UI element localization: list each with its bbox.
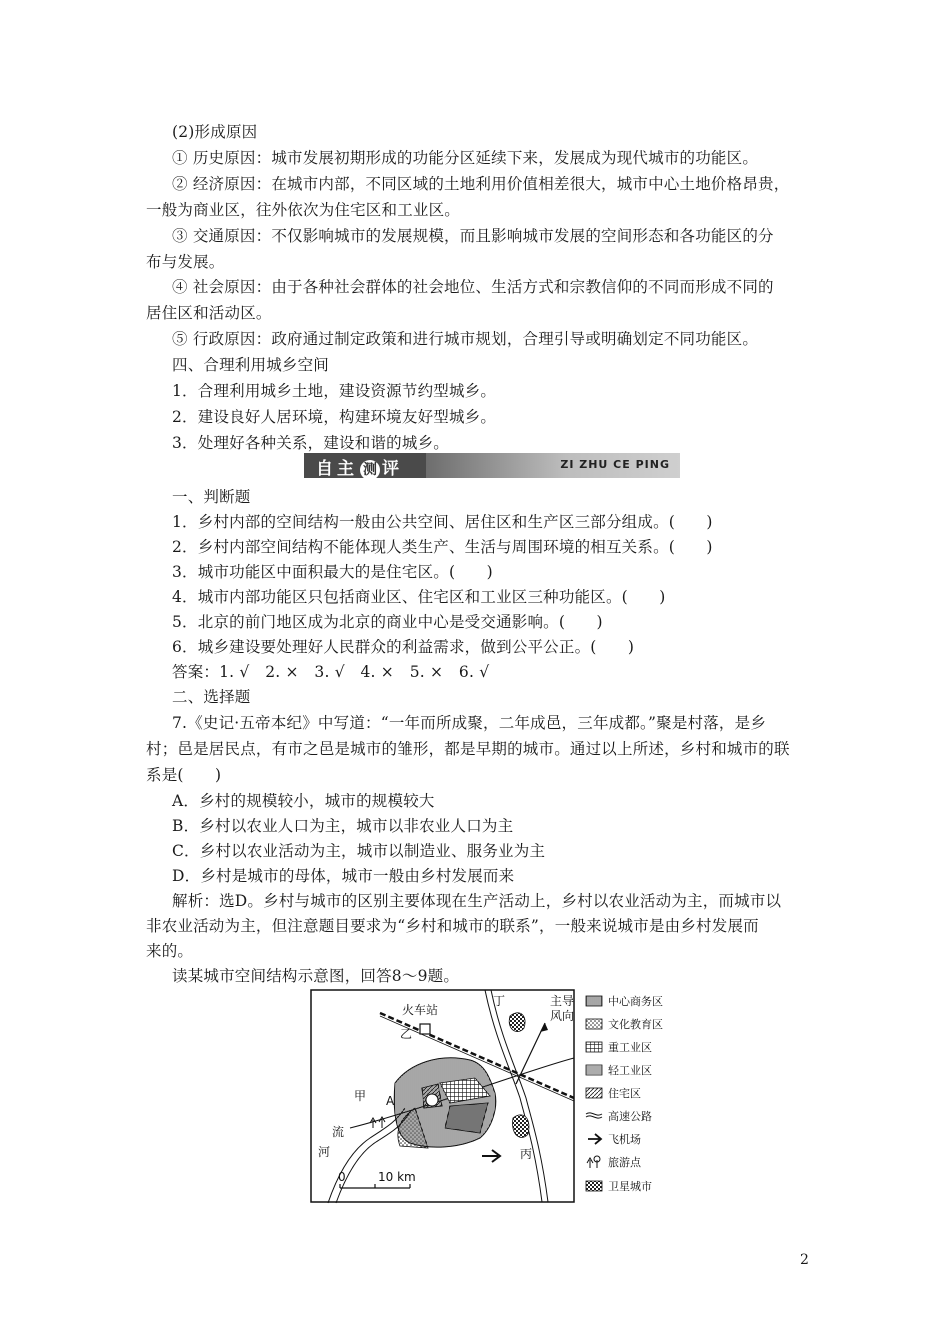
option-d: D．乡村是城市的母体，城市一般由乡村发展而来 — [172, 867, 515, 885]
map-legend — [586, 994, 663, 1193]
question-item: 6．城乡建设要处理好人民群众的利益需求，做到公平公正。( ) — [172, 638, 635, 656]
banner-pinyin: ZI ZHU CE PING — [560, 458, 670, 471]
page-number: 2 — [800, 1252, 809, 1268]
legend-tourist: 旅游点 — [608, 1156, 641, 1169]
label-station: 火车站 — [402, 1003, 439, 1017]
city-structure-map — [310, 988, 696, 1204]
paragraph-social-reason-cont: 居住区和活动区。 — [146, 304, 272, 322]
paragraph-history-reason: ① 历史原因：城市发展初期形成的功能分区延续下来，发展成为现代城市的功能区。 — [172, 149, 759, 167]
read-instruction: 读某城市空间结构示意图，回答8～9题。 — [172, 967, 460, 985]
label-bing: 丙 — [520, 1147, 533, 1161]
legend-light-industry: 轻工业区 — [608, 1064, 652, 1077]
heading-choice: 二、选择题 — [172, 688, 251, 706]
paragraph-traffic-reason: ③ 交通原因：不仅影响城市的发展规模，而且影响城市发展的空间形态和各功能区的分 — [172, 227, 774, 245]
question-7: 7.《史记·五帝本纪》中写道：“一年而所成聚，二年成邑，三年成都。”聚是村落，是乡 — [172, 714, 767, 732]
answer-line: 答案：1. √ 2. × 3. √ 4. × 5. × 6. √ — [172, 663, 490, 681]
explanation-cont: 非农业活动为主，但注意题目要求为“乡村和城市的联系”，一般来说城市是由乡村发展而 — [146, 917, 759, 935]
explanation-cont: 来的。 — [146, 942, 194, 960]
label-scale-10: 10 km — [378, 1170, 416, 1184]
list-item: 2．建设良好人居环境，构建环境友好型城乡。 — [172, 408, 497, 426]
paragraph-traffic-reason-cont: 布与发展。 — [146, 253, 225, 271]
airplane-icon — [588, 1134, 601, 1144]
heading-section-four: 四、合理利用城乡空间 — [172, 356, 330, 374]
paragraph-admin-reason: ⑤ 行政原因：政府通过制定政策和进行城市规划，合理引导或明确划定不同功能区。 — [172, 330, 759, 348]
banner-title-circle: 测 — [360, 460, 380, 480]
paragraph-economic-reason-cont: 一般为商业区，往外依次为住宅区和工业区。 — [146, 201, 461, 219]
label-yi: 乙 — [400, 1027, 413, 1041]
list-item: 1．合理利用城乡土地，建设资源节约型城乡。 — [172, 382, 497, 400]
legend-education: 文化教育区 — [608, 1018, 663, 1031]
question-7-cont: 系是( ) — [146, 766, 222, 784]
question-7-cont: 村；邑是居民点，有市之邑是城市的雏形，都是早期的城市。通过以上所述，乡村和城市的联 — [146, 740, 790, 758]
subheading-formation-reasons: (2)形成原因 — [172, 123, 258, 141]
label-jia: 甲 — [354, 1089, 367, 1103]
list-item: 3．处理好各种关系，建设和谐的城乡。 — [172, 434, 449, 452]
label-ding: 丁 — [493, 994, 506, 1008]
legend-residential: 住宅区 — [608, 1087, 641, 1100]
question-item: 1．乡村内部的空间结构一般由公共空间、居住区和生产区三部分组成。( ) — [172, 513, 713, 531]
self-test-banner — [304, 453, 680, 478]
paragraph-social-reason: ④ 社会原因：由于各种社会群体的社会地位、生活方式和宗教信仰的不同而形成不同的 — [172, 278, 774, 296]
question-item: 4．城市内部功能区只包括商业区、住宅区和工业区三种功能区。( ) — [172, 588, 666, 606]
tourist-icon — [587, 1158, 597, 1168]
label-he: 河 — [318, 1145, 331, 1159]
label-a: A — [386, 1094, 395, 1108]
option-b: B．乡村以农业人口为主，城市以非农业人口为主 — [172, 817, 514, 835]
paragraph-economic-reason: ② 经济原因：在城市内部，不同区域的土地利用价值相差很大，城市中心土地价格昂贵， — [172, 175, 790, 193]
heading-judge: 一、判断题 — [172, 488, 251, 506]
legend-highway: 高速公路 — [608, 1110, 652, 1123]
label-scale-0: 0 — [338, 1170, 346, 1184]
question-item: 3．城市功能区中面积最大的是住宅区。( ) — [172, 563, 493, 581]
label-wind-b: 风向 — [550, 1009, 575, 1023]
legend-satellite-city: 卫星城市 — [608, 1180, 652, 1193]
label-wind-a: 主导 — [550, 994, 575, 1008]
explanation: 解析：选D。乡村与城市的区别主要体现在生产活动上，乡村以农业活动为主，而城市以 — [172, 892, 782, 910]
question-item: 5．北京的前门地区成为北京的商业中心是受交通影响。( ) — [172, 613, 603, 631]
question-item: 2．乡村内部空间结构不能体现人类生产、生活与周围环境的相互关系。( ) — [172, 538, 713, 556]
banner-title: 自主 测 评 — [316, 459, 403, 479]
option-c: C．乡村以农业活动为主，城市以制造业、服务业为主 — [172, 842, 546, 860]
option-a: A．乡村的规模较小，城市的规模较大 — [172, 792, 435, 810]
legend-cbd: 中心商务区 — [608, 995, 663, 1008]
legend-airport: 飞机场 — [608, 1133, 641, 1146]
legend-heavy-industry: 重工业区 — [608, 1041, 652, 1054]
label-liu: 流 — [332, 1125, 345, 1139]
